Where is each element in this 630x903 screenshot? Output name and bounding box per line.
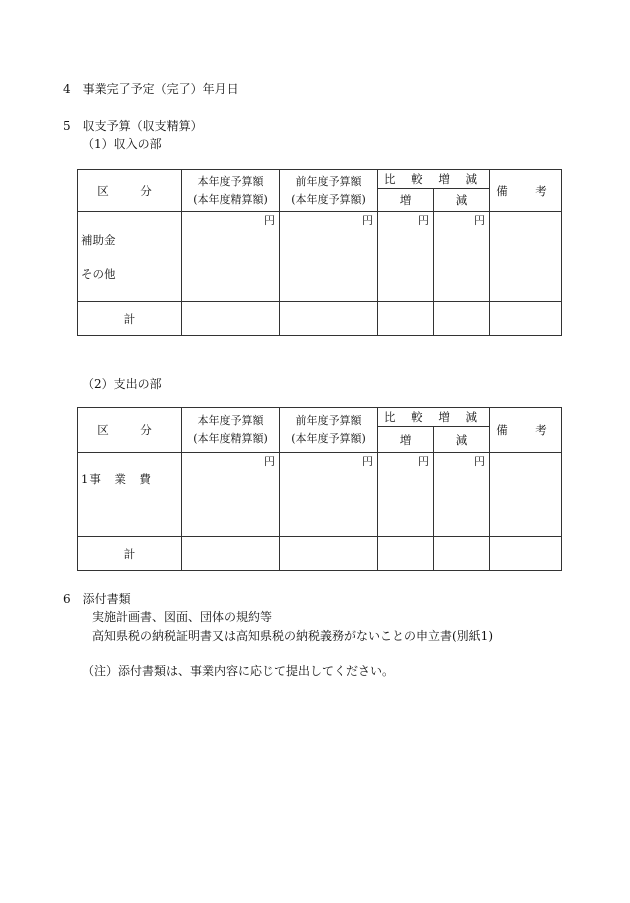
header-comparison: 比 較 増 減 (378, 408, 490, 427)
total-cell (280, 302, 378, 336)
header-current-label: 本年度予算額 (197, 174, 264, 188)
header-decrease: 減 (434, 427, 490, 453)
expense-item-project-cost: 1事 業 費 (81, 472, 152, 486)
note-text: （注）添付書類は、事業内容に応じて提出してください。 (82, 664, 395, 678)
income-table (77, 169, 562, 336)
unit-label: 円 (182, 212, 280, 302)
income-section-title: （1）収入の部 (82, 137, 162, 151)
header-previous-amount (280, 408, 378, 453)
header-current-sub: (本年度精算額) (193, 432, 268, 445)
total-cell (490, 302, 562, 336)
total-cell (280, 537, 378, 571)
header-remarks: 備 考 (490, 170, 562, 212)
section-6-heading: 6 添付書類 (63, 592, 131, 606)
income-items-cell (78, 212, 182, 302)
header-increase: 増 (378, 189, 434, 212)
total-cell (182, 537, 280, 571)
income-item-subsidy: 補助金 (81, 233, 116, 247)
unit-label: 円 (280, 212, 378, 302)
header-kubun: 区 分 (78, 170, 182, 212)
remarks-cell (490, 212, 562, 302)
total-cell (182, 302, 280, 336)
header-decrease: 減 (434, 189, 490, 212)
unit-label: 円 (280, 453, 378, 537)
section-4-heading: 4 事業完了予定（完了）年月日 (63, 82, 239, 96)
header-increase: 増 (378, 427, 434, 453)
section-5-heading: 5 収支予算（収支精算） (63, 119, 203, 133)
header-previous-label: 前年度予算額 (295, 174, 362, 188)
attachment-line-1: 実施計画書、図面、団体の規約等 (92, 610, 273, 624)
expense-section-title: （2）支出の部 (82, 377, 162, 391)
header-previous-amount (280, 170, 378, 212)
total-cell (434, 537, 490, 571)
header-comparison: 比 較 増 減 (378, 170, 490, 189)
header-current-sub: (本年度精算額) (193, 192, 268, 206)
total-cell (378, 302, 434, 336)
header-previous-label: 前年度予算額 (295, 414, 362, 427)
attachment-line-2: 高知県税の納税証明書又は高知県税の納税義務がないことの申立書(別紙1) (92, 629, 494, 643)
header-previous-sub: (本年度予算額) (291, 192, 366, 206)
header-kubun: 区 分 (78, 408, 182, 453)
unit-label: 円 (378, 212, 434, 302)
header-remarks: 備 考 (490, 408, 562, 453)
expense-table (77, 407, 562, 571)
unit-label: 円 (434, 453, 490, 537)
header-current-label: 本年度予算額 (197, 414, 264, 427)
header-previous-sub: (本年度予算額) (291, 432, 366, 445)
expense-total-label: 計 (78, 537, 182, 571)
total-cell (490, 537, 562, 571)
expense-items-cell (78, 453, 182, 537)
income-item-other: その他 (81, 267, 116, 281)
total-cell (378, 537, 434, 571)
remarks-cell (490, 453, 562, 537)
unit-label: 円 (378, 453, 434, 537)
header-current-amount (182, 408, 280, 453)
unit-label: 円 (182, 453, 280, 537)
header-current-amount (182, 170, 280, 212)
total-cell (434, 302, 490, 336)
unit-label: 円 (434, 212, 490, 302)
income-total-label: 計 (78, 302, 182, 336)
